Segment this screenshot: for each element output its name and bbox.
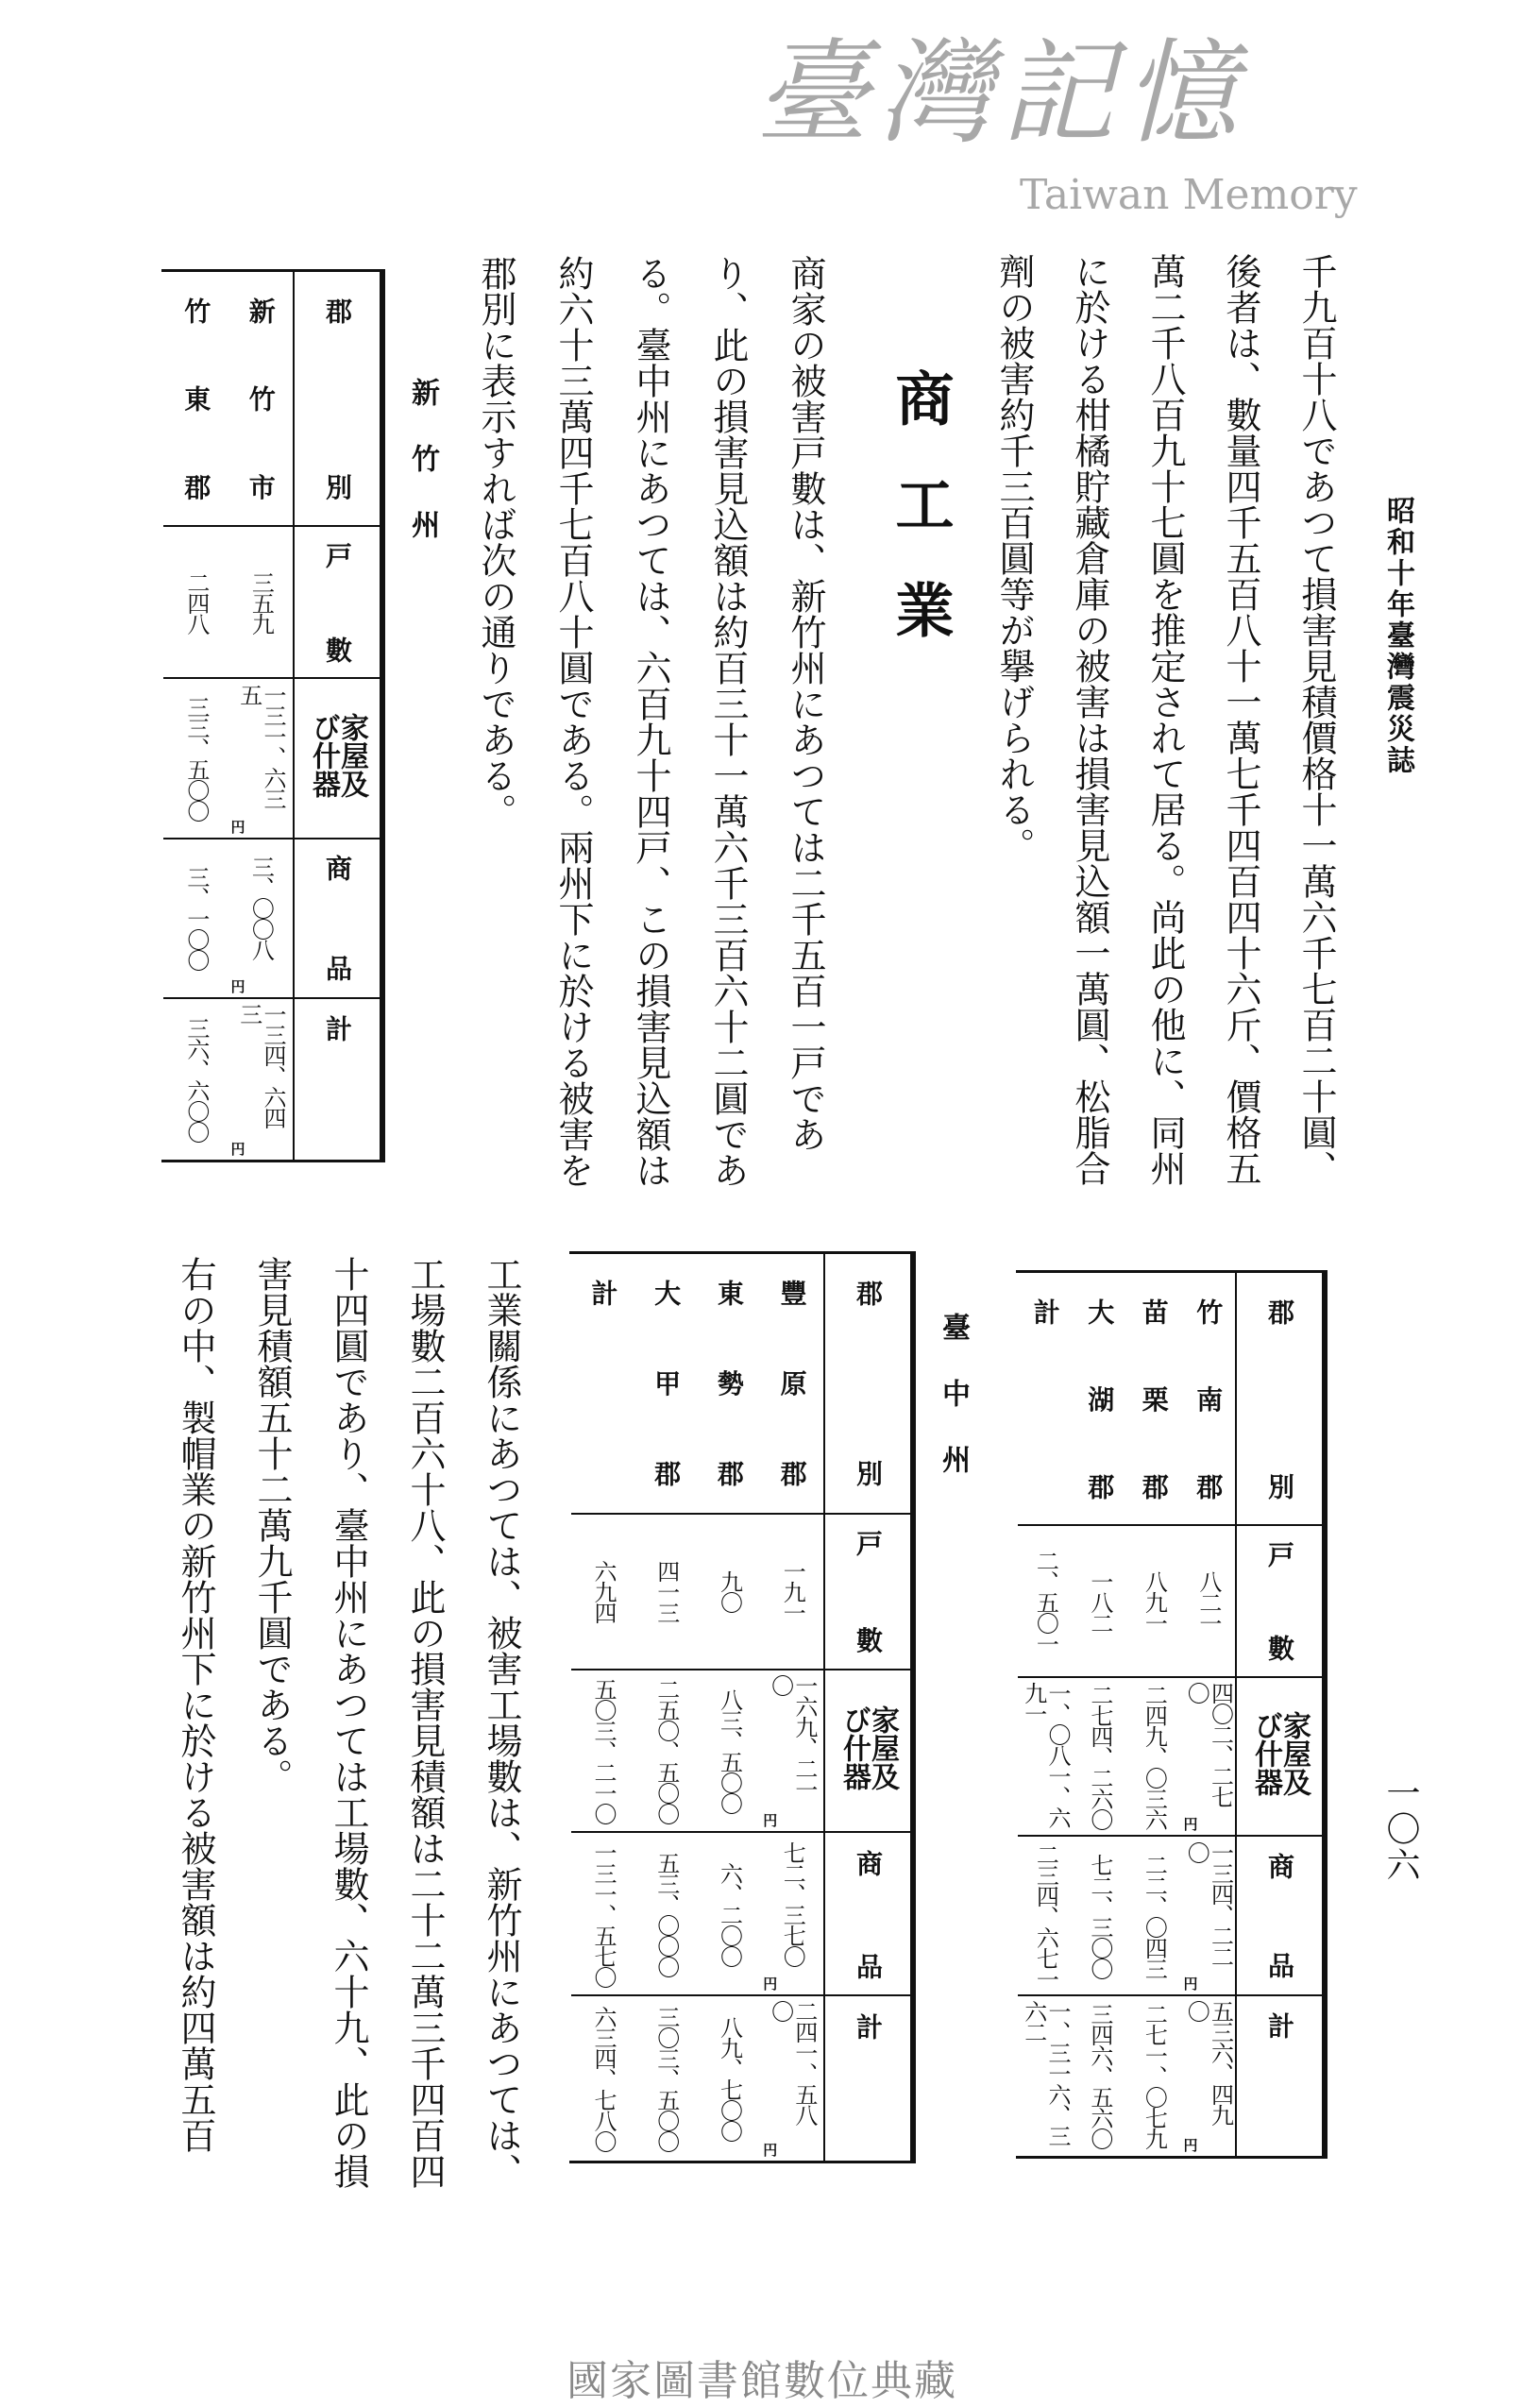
households-value-text: 六九四 bbox=[589, 1560, 617, 1623]
households-value bbox=[1126, 1526, 1181, 1678]
table-header bbox=[1237, 1996, 1322, 2156]
table-header bbox=[1237, 1273, 1322, 1526]
table-header bbox=[825, 1833, 910, 1996]
goods-damage-value bbox=[698, 1833, 761, 1996]
district-name-text: 竹南郡 bbox=[1192, 1297, 1225, 1500]
houses-damage-value-text: 八三、五〇〇 bbox=[716, 1688, 743, 1814]
table-header-text: 郡別 bbox=[322, 297, 353, 500]
prefecture-label-shinchiku: 新竹州 bbox=[406, 378, 439, 576]
total-damage-value bbox=[228, 999, 294, 1160]
text-column: 工業關係にあつては、被害工場數は、新竹州にあつては、 bbox=[481, 1256, 522, 2189]
table-header-text: 家屋及び什器 bbox=[837, 1705, 899, 1791]
district-name bbox=[698, 1254, 761, 1515]
households-value-text: 八九一 bbox=[1141, 1569, 1168, 1633]
watermark-subtitle: Taiwan Memory bbox=[1020, 171, 1358, 219]
households-value-text: 三五九 bbox=[247, 570, 275, 634]
page-number: 一〇六 bbox=[1381, 1775, 1420, 1883]
district-name-text: 大湖郡 bbox=[1084, 1297, 1116, 1500]
currency-unit: 円 bbox=[763, 2141, 778, 2159]
goods-damage-value bbox=[571, 1833, 634, 1996]
table-header-text: 計 bbox=[1264, 2011, 1295, 2039]
district-name-text: 計 bbox=[1029, 1297, 1061, 1325]
table-header bbox=[1237, 1837, 1322, 1995]
table-header-text: 商品 bbox=[322, 855, 353, 982]
households-value-text: 一八二 bbox=[1086, 1569, 1113, 1633]
district-name bbox=[163, 272, 228, 527]
table-header bbox=[295, 527, 380, 680]
text-column: 千九百十八であつて損害見積價格十一萬六千七百二十圓、 bbox=[1295, 253, 1337, 1186]
houses-damage-value bbox=[1126, 1678, 1181, 1837]
total-damage-value-text: 二七一、〇七九 bbox=[1141, 2003, 1168, 2149]
table-header bbox=[825, 1515, 910, 1670]
damage-table-shinchiku-1 bbox=[161, 269, 385, 1162]
households-value-text: 二四八 bbox=[182, 570, 210, 634]
total-damage-value bbox=[1073, 1996, 1127, 2156]
households-value bbox=[228, 527, 294, 680]
table-header bbox=[1237, 1678, 1322, 1837]
table-header bbox=[1237, 1526, 1322, 1678]
currency-unit: 円 bbox=[1183, 2136, 1198, 2154]
total-damage-value bbox=[163, 999, 228, 1160]
total-damage-value-text: 三六、六〇〇 bbox=[182, 1016, 210, 1142]
text-column: る。臺中州にあつては、六百九十四戸、この損害見込額は bbox=[630, 255, 671, 1188]
table-header-text: 商品 bbox=[1264, 1853, 1295, 1979]
table-header-text: 家屋及び什器 bbox=[307, 713, 368, 799]
currency-unit: 円 bbox=[1183, 1975, 1198, 1993]
goods-damage-value-text: 六、二〇〇 bbox=[716, 1861, 743, 1966]
houses-damage-value bbox=[228, 679, 294, 839]
table-header-text: 商品 bbox=[853, 1849, 884, 1979]
district-name-text: 東勢郡 bbox=[713, 1280, 745, 1487]
table-district-column bbox=[698, 1254, 761, 2161]
goods-damage-value bbox=[634, 1833, 698, 1996]
goods-damage-value bbox=[1018, 1837, 1073, 1995]
households-value bbox=[163, 527, 228, 680]
total-damage-value-text: 三四六、五六〇 bbox=[1086, 2003, 1113, 2149]
table-district-column bbox=[163, 272, 228, 1160]
text-column: 後者は、數量四千五百八十一萬七千四百四十六斤、價格五 bbox=[1220, 253, 1261, 1186]
houses-damage-value bbox=[698, 1670, 761, 1834]
table-district-column bbox=[1126, 1273, 1181, 2156]
households-value bbox=[634, 1515, 698, 1670]
total-damage-value-text: 三〇三、五〇〇 bbox=[652, 2006, 680, 2152]
households-value-text: 四一三 bbox=[652, 1560, 680, 1623]
houses-damage-value-text: 二七四、二六〇 bbox=[1086, 1684, 1113, 1830]
currency-unit: 円 bbox=[763, 1976, 778, 1993]
total-damage-value bbox=[1126, 1996, 1181, 2156]
text-column: 右の中、製帽業の新竹州下に於ける被害額は約四萬五百 bbox=[175, 1256, 216, 2153]
households-value bbox=[1018, 1526, 1073, 1678]
table-district-column bbox=[1181, 1273, 1236, 2156]
text-column: に於ける柑橘貯藏倉庫の被害は損害見込額一萬圓、松脂合 bbox=[1069, 253, 1110, 1186]
district-name bbox=[1181, 1273, 1236, 1526]
households-value bbox=[1181, 1526, 1236, 1678]
goods-damage-value-text: 一三四、二二〇 bbox=[1183, 1840, 1234, 1966]
text-column: 工場數二百六十八、此の損害見積額は二十二萬三千四百四 bbox=[404, 1256, 446, 2189]
watermark-title: 臺灣記憶 bbox=[755, 28, 1246, 160]
table-header bbox=[825, 1254, 910, 1515]
households-value-text: 二、五〇一 bbox=[1032, 1549, 1059, 1653]
table-district-column bbox=[760, 1254, 823, 2161]
houses-damage-value-text: 一、〇八一、六九一 bbox=[1020, 1682, 1071, 1828]
currency-unit: 円 bbox=[1183, 1816, 1198, 1834]
households-value bbox=[760, 1515, 823, 1670]
goods-damage-value-text: 三、〇〇八 bbox=[247, 856, 275, 960]
table-header-text: 計 bbox=[853, 2012, 884, 2040]
text-column: 十四圓であり、臺中州にあつては工場數、六十九、此の損 bbox=[328, 1256, 369, 2189]
district-name-text: 苗栗郡 bbox=[1138, 1297, 1170, 1500]
goods-damage-value bbox=[760, 1833, 823, 1996]
table-header-column bbox=[823, 1254, 916, 2161]
table-header-column bbox=[1235, 1273, 1328, 2156]
houses-damage-value-text: 二四九、〇三六 bbox=[1141, 1684, 1168, 1830]
table-header bbox=[295, 839, 380, 999]
total-damage-value bbox=[698, 1996, 761, 2161]
currency-unit: 円 bbox=[763, 1812, 778, 1830]
table-header bbox=[825, 1670, 910, 1834]
table-header-text: 戸數 bbox=[322, 541, 353, 663]
goods-damage-value-text: 二二、〇四三 bbox=[1141, 1853, 1168, 1978]
houses-damage-value-text: 二五〇、五〇〇 bbox=[652, 1678, 680, 1824]
houses-damage-value-text: 四〇二、二七〇 bbox=[1183, 1682, 1234, 1807]
total-damage-value bbox=[760, 1996, 823, 2161]
text-column: り、此の損害見込額は約百三十一萬六千三百六十二圓であ bbox=[707, 255, 749, 1188]
goods-damage-value-text: 七二、三七〇 bbox=[779, 1840, 806, 1966]
houses-damage-value bbox=[1018, 1678, 1073, 1837]
district-name-text: 竹東郡 bbox=[180, 297, 212, 500]
district-name bbox=[760, 1254, 823, 1515]
table-header-text: 戸數 bbox=[853, 1529, 884, 1653]
damage-table-taichu bbox=[569, 1251, 916, 2163]
text-column: 害見積額五十二萬九千圓である。 bbox=[251, 1256, 293, 1794]
district-name bbox=[634, 1254, 698, 1515]
houses-damage-value-text: 三三、五〇〇 bbox=[182, 696, 210, 822]
table-district-column bbox=[1073, 1273, 1127, 2156]
goods-damage-value bbox=[1126, 1837, 1181, 1995]
district-name bbox=[571, 1254, 634, 1515]
table-header bbox=[295, 272, 380, 527]
table-header-text: 郡別 bbox=[1264, 1297, 1295, 1500]
total-damage-value bbox=[1018, 1996, 1073, 2156]
district-name bbox=[1073, 1273, 1127, 1526]
table-header-text: 計 bbox=[322, 1014, 353, 1042]
houses-damage-value bbox=[760, 1670, 823, 1834]
district-name bbox=[1126, 1273, 1181, 1526]
goods-damage-value-text: 三、一〇〇 bbox=[182, 866, 210, 971]
table-district-column bbox=[571, 1254, 634, 2161]
houses-damage-value bbox=[1073, 1678, 1127, 1837]
district-name-text: 大甲郡 bbox=[651, 1280, 683, 1487]
goods-damage-value-text: 二三四、六七一 bbox=[1032, 1842, 1059, 1989]
district-name bbox=[1018, 1273, 1073, 1526]
goods-damage-value bbox=[228, 839, 294, 999]
total-damage-value bbox=[634, 1996, 698, 2161]
section-heading: 商工業 bbox=[886, 368, 955, 686]
table-header-text: 郡別 bbox=[853, 1280, 884, 1487]
households-value bbox=[698, 1515, 761, 1670]
district-name bbox=[228, 272, 294, 527]
goods-damage-value-text: 五三、〇〇〇 bbox=[652, 1851, 680, 1976]
total-damage-value-text: 八九、七〇〇 bbox=[716, 2016, 743, 2142]
goods-damage-value-text: 一三一、五七〇 bbox=[589, 1840, 617, 1987]
households-value bbox=[571, 1515, 634, 1670]
total-damage-value-text: 六三四、七八〇 bbox=[589, 2006, 617, 2152]
houses-damage-value-text: 五〇三、二一〇 bbox=[589, 1678, 617, 1824]
table-district-column bbox=[1018, 1273, 1073, 2156]
total-damage-value bbox=[1181, 1996, 1236, 2156]
total-damage-value-text: 二四一、五八〇 bbox=[767, 2000, 818, 2126]
table-header bbox=[825, 1996, 910, 2161]
table-header-text: 戸數 bbox=[1264, 1541, 1295, 1662]
houses-damage-value-text: 一三一、六三五 bbox=[235, 683, 286, 808]
text-column: 約六十三萬四千七百八十圓である。兩州下に於ける被害を bbox=[552, 255, 594, 1188]
table-district-column bbox=[634, 1254, 698, 2161]
district-name-text: 新竹市 bbox=[245, 297, 277, 500]
households-value-text: 九〇 bbox=[716, 1570, 743, 1613]
text-column: 劑の被害約千三百圓等が擧げられる。 bbox=[993, 253, 1035, 863]
goods-damage-value bbox=[163, 839, 228, 999]
text-column: 萬二千八百九十七圓を推定されて居る。尚此の他に、同州 bbox=[1144, 253, 1186, 1186]
district-name-text: 豐原郡 bbox=[776, 1280, 808, 1487]
goods-damage-value bbox=[1181, 1837, 1236, 1995]
total-damage-value-text: 五三六、四九〇 bbox=[1183, 1999, 1234, 2125]
footer-credit: 國家圖書館數位典藏 bbox=[567, 2357, 957, 2405]
currency-unit: 円 bbox=[230, 977, 245, 995]
table-header bbox=[295, 999, 380, 1160]
houses-damage-value bbox=[163, 679, 228, 839]
goods-damage-value-text: 七二、三〇〇 bbox=[1086, 1853, 1113, 1978]
text-column: 郡別に表示すれば次の通りである。 bbox=[475, 255, 516, 829]
total-damage-value-text: 一、三一六、三六二 bbox=[1020, 1999, 1071, 2145]
damage-table-shinchiku-2 bbox=[1016, 1270, 1328, 2159]
houses-damage-value bbox=[634, 1670, 698, 1834]
prefecture-label-taichu: 臺中州 bbox=[937, 1313, 970, 1511]
table-header-column bbox=[293, 272, 385, 1160]
houses-damage-value bbox=[571, 1670, 634, 1834]
houses-damage-value bbox=[1181, 1678, 1236, 1837]
currency-unit: 円 bbox=[230, 818, 245, 836]
total-damage-value bbox=[571, 1996, 634, 2161]
households-value-text: 八二一 bbox=[1194, 1569, 1222, 1633]
houses-damage-value-text: 一六九、二一〇 bbox=[767, 1673, 818, 1799]
table-header bbox=[295, 679, 380, 839]
table-header-text: 家屋及び什器 bbox=[1249, 1711, 1311, 1797]
running-head: 昭和十年臺灣震災誌 bbox=[1381, 496, 1414, 776]
text-column: 商家の被害戸數は、新竹州にあつては二千五百一戸であ bbox=[785, 255, 826, 1152]
households-value-text: 一九一 bbox=[779, 1560, 806, 1623]
currency-unit: 円 bbox=[230, 1140, 245, 1158]
households-value bbox=[1073, 1526, 1127, 1678]
district-name-text: 計 bbox=[587, 1280, 619, 1307]
table-district-column bbox=[228, 272, 294, 1160]
total-damage-value-text: 一三四、六四三 bbox=[235, 1002, 286, 1128]
goods-damage-value bbox=[1073, 1837, 1127, 1995]
